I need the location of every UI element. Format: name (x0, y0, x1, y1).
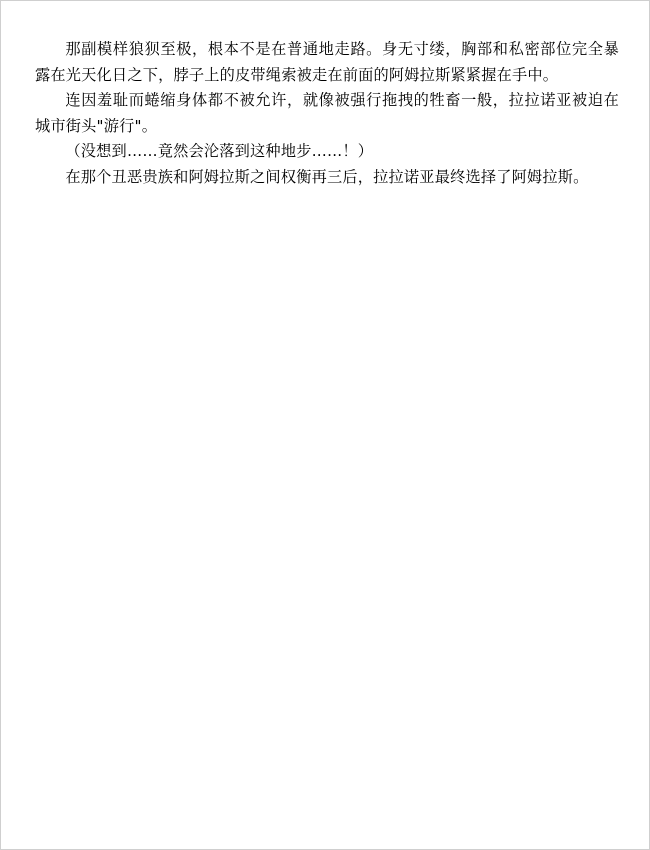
document-text-body (35, 37, 619, 190)
paragraph: 那副模样狼狈至极，根本不是在普通地走路。身无寸缕，胸部和私密部位完全暴露在光天化日之下，脖子上的皮带绳索被走在前面的阿姆拉斯紧紧握在手中。 (35, 40, 619, 84)
paragraph: 连因羞耻而蜷缩身体都不被允许，就像被强行拖拽的牲畜一般，拉拉诺亚被迫在城市街头"游行"。 (35, 91, 619, 135)
paragraph: 在那个丑恶贵族和阿姆拉斯之间权衡再三后，拉拉诺亚最终选择了阿姆拉斯。 (65, 167, 589, 186)
paragraph: （没想到……竟然会沦落到这种地步……！） (65, 142, 374, 160)
